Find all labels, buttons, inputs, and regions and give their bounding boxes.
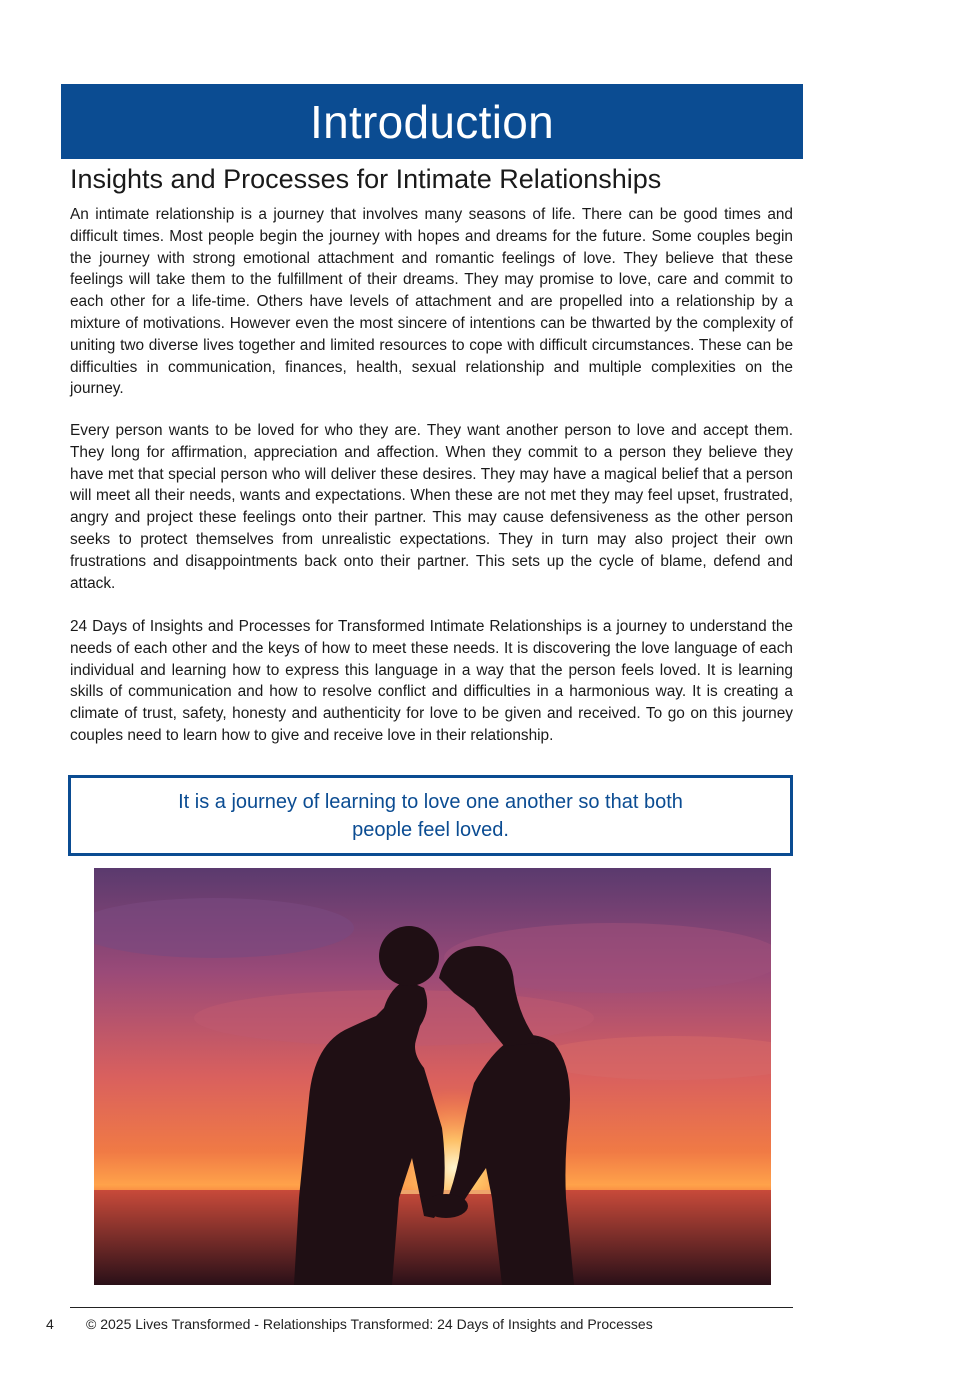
paragraph-1-block (70, 204, 793, 400)
title-banner (61, 84, 803, 159)
joined-hands (424, 1194, 468, 1218)
photo-illustration (94, 868, 771, 1285)
paragraph: An intimate relationship is a journey that involves many seasons of life. There can be good times and difficult times. Most people begin the journey with hopes and dreams for the future. Some couples begin the journey with strong emotional attachment and romantic feelings of love. They believe that these feelings will take them to the fulfillment of their dreams. They may promise to love, care and commit to each other for a life-time. Others have levels of attachment and are propelled into a relationship by a mixture of motivations. However even the most sincere of intentions can be thwarted by the complexity of uniting two diverse lives together and limited resources to cope with difficult circumstances. These can be difficulties in communication, finances, health, sexual relationship and multiple complexities on the journey. (70, 206, 793, 398)
callout-box (68, 775, 793, 856)
man-head (379, 926, 439, 986)
page-title: Introduction (310, 95, 554, 148)
footer-copyright: © 2025 Lives Transformed - Relationships Transformed: 24 Days of Insights and Processes (86, 1316, 653, 1332)
callout-text: It is a journey of learning to love one another so that both people feel loved. (178, 790, 683, 841)
paragraph: Every person wants to be loved for who they are. They want another person to love and accept them. They long for affirmation, appreciation and affection. When they commit to a person they believe they have met that special person who will deliver these desires. They may have a magical belief that a person will meet all their needs, wants and expectations. When these are not met they may feel upset, frustrated, angry and project these feelings onto their partner. This may cause defensiveness as the other person seeks to protect themselves from unrealistic expectations. They in turn may also project their own frustrations and disappointments back onto their partner. This sets up the cycle of blame, defend and attack. (70, 422, 793, 592)
section-subtitle: Insights and Processes for Intimate Relationships (70, 164, 662, 194)
paragraph: 24 Days of Insights and Processes for Transformed Intimate Relationships is a journey to understand the needs of each other and the keys of how to meet these needs. It is discovering the love language of each individual and learning how to express this language in a way that the person feels loved. It is learning skills of communication and how to resolve conflict and difficulties in a harmonious way. It is creating a climate of trust, safety, honesty and authenticity for love to be given and received. To go on this journey couples need to learn how to give and receive love in their relationship. (70, 618, 793, 744)
paragraph-3-block (70, 616, 793, 747)
paragraph-2-block (70, 420, 793, 594)
footer-divider (70, 1307, 793, 1308)
page-number: 4 (46, 1316, 54, 1332)
sunset-couple-photo (94, 868, 771, 1285)
